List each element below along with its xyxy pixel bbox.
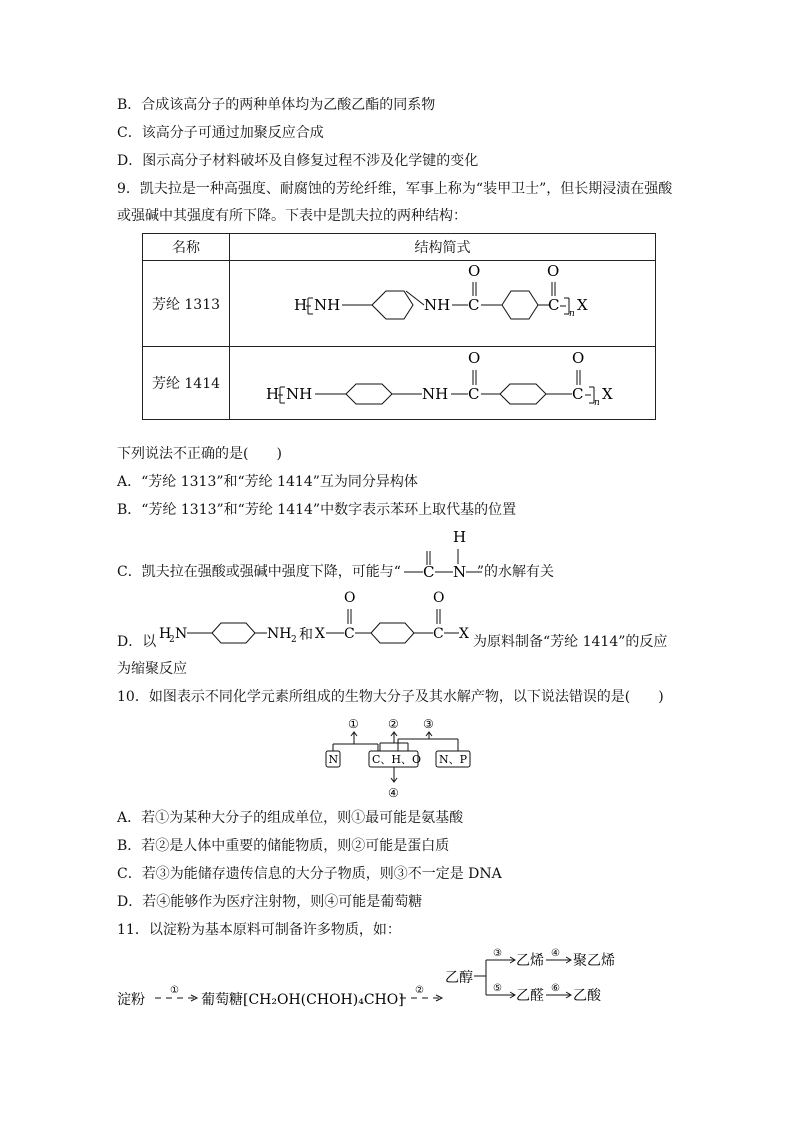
q9-option-c	[117, 563, 554, 581]
q9-question: 下列说法不正确的是( )	[117, 446, 282, 462]
circle-2: ②	[388, 717, 399, 731]
box-np: N、P	[439, 753, 468, 766]
glucose: 葡萄糖[CH₂OH(CHOH)₄CHO]	[201, 992, 404, 1008]
chem-n: n	[594, 398, 600, 408]
q8-option-c: C．该高分子可通过加聚反应合成	[117, 125, 324, 141]
acetic-acid: 乙酸	[573, 988, 601, 1004]
row-name-1414: 芳纶 1414	[143, 347, 230, 420]
h2n-n: N	[175, 626, 188, 642]
h2n-h: H	[159, 626, 172, 642]
table-header-structure: 结构简式	[230, 234, 656, 261]
chem-o-2: O	[572, 349, 585, 367]
circle-3: ③	[423, 717, 434, 731]
chem-c: C	[468, 296, 480, 314]
q9-option-d-and: 和	[299, 627, 313, 643]
q9-option-b: B．“芳纶 1313”和“芳纶 1414”中数字表示苯环上取代基的位置	[117, 502, 517, 518]
q9-option-c-pre: C．凯夫拉在强酸或强碱中强度下降，可能与“	[117, 564, 401, 580]
ethylene: 乙烯	[516, 953, 544, 969]
chem-n: n	[569, 309, 575, 319]
element-diagram	[318, 713, 478, 805]
monomer-o: O	[344, 590, 356, 606]
q8-option-b: B．合成该高分子的两种单体均为乙酸乙酯的同系物	[117, 97, 436, 113]
monomer-o-2: O	[433, 590, 445, 606]
monomer-c-2: C	[433, 626, 444, 642]
chem-o: O	[468, 349, 481, 367]
structure-1414	[262, 346, 652, 418]
monomers	[157, 586, 475, 652]
acetaldehyde: 乙醛	[516, 988, 544, 1004]
chem-h: H	[266, 385, 280, 403]
monomer-c: C	[344, 626, 355, 642]
amide-h: H	[453, 528, 467, 546]
monomer-x-2: X	[459, 626, 469, 642]
circle-4: ④	[388, 786, 399, 800]
nh2-nh: NH	[267, 626, 292, 642]
q10-stem: 10．如图表示不同化学元素所组成的生物大分子及其水解产物，以下说法错误的是( )	[117, 689, 664, 705]
box-cho: C、H、O	[372, 753, 422, 766]
q9-option-d-post: 为原料制备“芳纶 1414”的反应	[473, 634, 668, 650]
chem-o-2: O	[547, 262, 560, 280]
q10-option-c: C．若③为能储存遗传信息的大分子物质，则③不一定是 DNA	[117, 866, 502, 882]
q9-stem-line1: 9．凯夫拉是一种高强度、耐腐蚀的芳纶纤维，军事上称为“装甲卫士”，但长期浸渍在强酸	[117, 181, 673, 197]
starch: 淀粉	[117, 992, 145, 1008]
monomer-x: X	[315, 626, 325, 642]
circle-1: ①	[348, 717, 359, 731]
row-name-1313: 芳纶 1313	[143, 261, 230, 347]
starch-pathway	[112, 944, 632, 1018]
q10-option-d: D．若④能够作为医疗注射物，则④可能是葡萄糖	[117, 894, 423, 910]
chem-nh: NH	[286, 385, 313, 403]
step-3: ③	[493, 948, 502, 959]
nh2-sub: 2	[291, 635, 297, 645]
chem-c-2: C	[548, 296, 560, 314]
chem-c-2: C	[572, 385, 584, 403]
step-5: ⑤	[493, 983, 502, 994]
amide-fragment	[396, 525, 486, 585]
chem-c: C	[468, 385, 480, 403]
step-1: ①	[170, 985, 179, 996]
q9-option-d-line2: 为缩聚反应	[117, 661, 187, 677]
structure-1313	[290, 258, 650, 342]
q8-option-d: D．图示高分子材料破坏及自修复过程不涉及化学键的变化	[117, 153, 479, 169]
polyethylene: 聚乙烯	[573, 953, 615, 969]
q11-stem: 11．以淀粉为基本原料可制备许多物质，如：	[117, 922, 401, 938]
chem-h: H	[294, 296, 308, 314]
ethanol: 乙醇	[445, 970, 473, 986]
chem-nh-2: NH	[422, 385, 449, 403]
q9-option-c-post: ”的水解有关	[476, 564, 555, 580]
q10-option-b: B．若②是人体中重要的储能物质，则②可能是蛋白质	[117, 838, 450, 854]
chem-o: O	[468, 262, 481, 280]
chem-nh-2: NH	[424, 296, 451, 314]
q9-option-a: A．“芳纶 1313”和“芳纶 1414”互为同分异构体	[117, 474, 418, 490]
q10-option-a: A．若①为某种大分子的组成单位，则①最可能是氨基酸	[117, 810, 464, 826]
chem-nh: NH	[314, 296, 341, 314]
q9-stem-line2: 或强碱中其强度有所下降。下表中是凯夫拉的两种结构：	[117, 208, 467, 224]
q9-option-d-pre: D．以	[117, 634, 157, 650]
step-4: ④	[551, 948, 560, 959]
chem-x: X	[602, 385, 613, 403]
step-2: ②	[415, 985, 424, 996]
step-6: ⑥	[551, 983, 560, 994]
amide-c: C	[423, 563, 435, 581]
chem-x: X	[577, 296, 588, 314]
table-header-name: 名称	[143, 234, 230, 261]
box-n: N	[328, 753, 339, 766]
amide-n: N	[453, 563, 467, 581]
h2n-sub: 2	[169, 635, 175, 645]
